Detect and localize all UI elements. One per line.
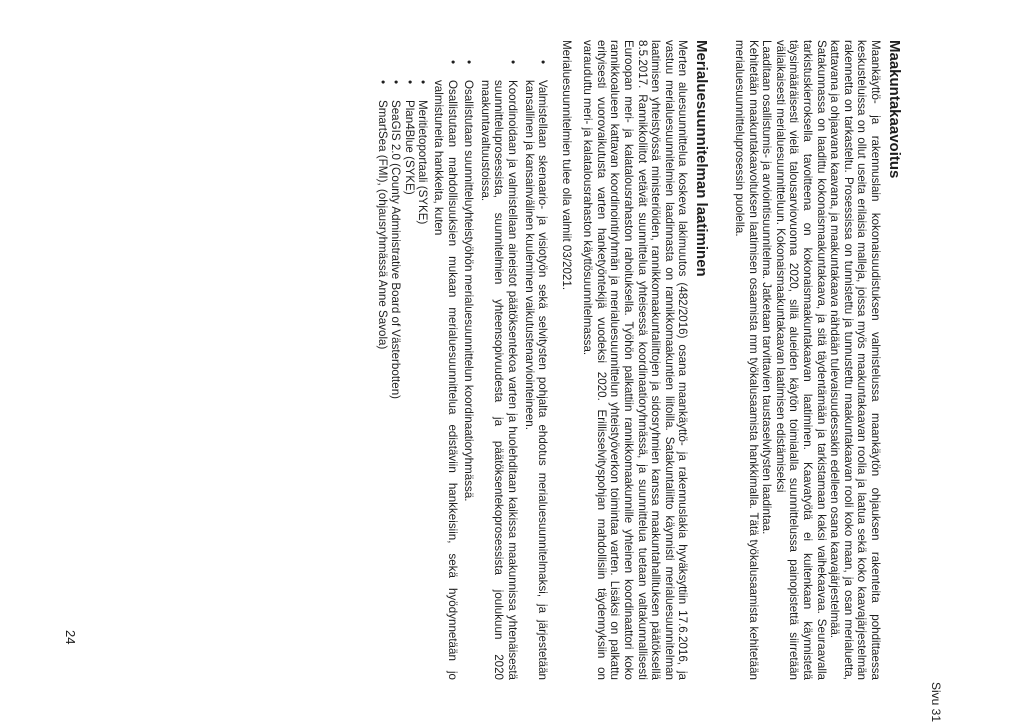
list-item: • Koordinoidaan ja valmistellaan aineistot päätöksentekoa varten ja huolehditaan kaikissa maakunnissa yhtenäisestä suunnitteluprosessista, suunnitelmien yhteensopivuudesta ja päätöksentekoprosessista joulukuun 2020 maakuntavaltuustoissa. <box>478 80 519 680</box>
page-label: Sivu 31 <box>929 682 943 723</box>
bullet-list <box>375 40 549 680</box>
paragraph: Kehitetään maakuntakaavoituksen laatimisen osaamista mm työkalusaamista hankkimalla. Tätä työkalusaamista kehitetään merialuesuunnitteluprosessin puolella. <box>733 40 760 680</box>
document-content <box>98 40 903 680</box>
paragraph: Satakunnassa on laadittu kokonaismaakuntakaava, ja sitä täydentämään ja tarkistamaan kaksi vaihekaavaa. Seuraavalla tarkistuskierroksella tavoitteena on kokonaismaakuntakaavan laatiminen. Kaavatyötä ei kuitenkaan käynnistetä täysimääräisesti vielä talousarviovuonna 2020, sillä alueiden käytön toimialalla suunnittelussa painopistettä siirretään väliaikaisesti merialuesuunnitteluun. Kokonaismaakuntakaavan laatimisen edistämiseksi <box>773 40 828 680</box>
section-merialuesuunnitelma <box>375 40 710 680</box>
section-title: Merialuesuunnitelman laatiminen <box>693 40 711 277</box>
list-item: • Valmistellaan skenaario- ja visiotyön sekä selvitysten pohjalta ehdotus merialuesuunnitelmaksi, ja järjestetään kansallinen ja kansainvälinen kuuleminen vaikutustenarviointeineen. <box>522 80 549 680</box>
sub-list-item: • Meritietoportaali (SYKE) <box>416 100 430 680</box>
section-title: Maakuntakaavoitus <box>886 40 903 179</box>
section-maakuntakaavoitus <box>732 40 903 680</box>
paragraph: Maankäyttö- ja rakennuslain kokonaisuudistuksen valmistelussa maankäytön ohjauksen rakenteita pohdittaessa keskusteluissa on ollut useita erilaisia malleja, joissa myös maakuntakaavan roolia ja laatua sekä koko kaavajärjestelmän rakennetta on tarkasteltu. Prosessissa on tunnistettu ja tunnustettu maakuntakaavan rooli koko maan, ja osan merialuetta, kattavana ja ohjaavana kaavana, ja maakuntakaava nähdään tulevaisuudessakin edelleen osana kaavajärjestelmää. <box>828 40 882 680</box>
sub-list-item: • Plan4Blue (SYKE) <box>402 100 416 680</box>
paragraph: Laaditaan osallistumis- ja arviointisuunnitelma. Jatketaan tarvittavien taustaselvitysten laadintaa. <box>760 40 774 535</box>
sub-bullet-list <box>375 80 429 680</box>
page-footer-number: 24 <box>63 630 78 645</box>
list-item-text: Osallistutaan mahdollisuuksien mukaan merialuesuunnittelua edistäviin hankkeisiin, sekä hyödynnetään jo valmistuneita hankkeita, kuten <box>431 80 459 680</box>
sub-list-item: • SeaGIS 2.0 (County Administrative Board of Västerbotten) <box>389 100 403 680</box>
list-item <box>375 80 459 680</box>
intro-text: Merialuesuunnitelmien tulee olla valmiit 03/2021. <box>559 40 573 291</box>
paragraph: Merten aluesuunnittelua koskeva lakimuutos (482/2016) osana maankäyttö- ja rakennuslakia hyväksyttiin 17.6.2016, ja vastuu merialuesuunnitelmien laadinnasta on rannikkomaakuntien liitoilla. Satakuntaliitto käynnisti merialuesuunnitelman laatimisen yhteistyössä ministeriöiden, rannikkomaakuntaliittojen ja sidosryhmien kanssa maakuntahallituksen päätöksellä 8.5.2017. Rannikkoliitot vetävät suunnittelua yhteisessä koordinaatioryhmässä, ja suunnittelua tuetaan valtakunnallisesti Euroopan meri- ja kalatalousrahaston rahoituksella. Työhön palkattiin rannikkomaakunnille yhteinen koordinaattori koko rannikkoalueen kattavan koordinointiryhmän ja merialuesuunnittelun yhteistyöverkon toimintaa varten. Lisäksi on palkattu erityisesti vuorovaikutusta varten hanketyöntekijä vuodeksi 2020. Erillisselvityspohjan mahdollisiin täydennyksiin on varauduttu meri- ja kalatalousrahaston käyttösuunnitelmassa. <box>581 40 690 680</box>
sub-list-item: • SmartSea (FMI), (ohjausryhmässä Anne Savola) <box>375 100 389 680</box>
list-item: • Osallistutaan suunnitteluyhteistyöhön merialuesuunnittelun koordinaatioryhmässä. <box>462 80 476 680</box>
